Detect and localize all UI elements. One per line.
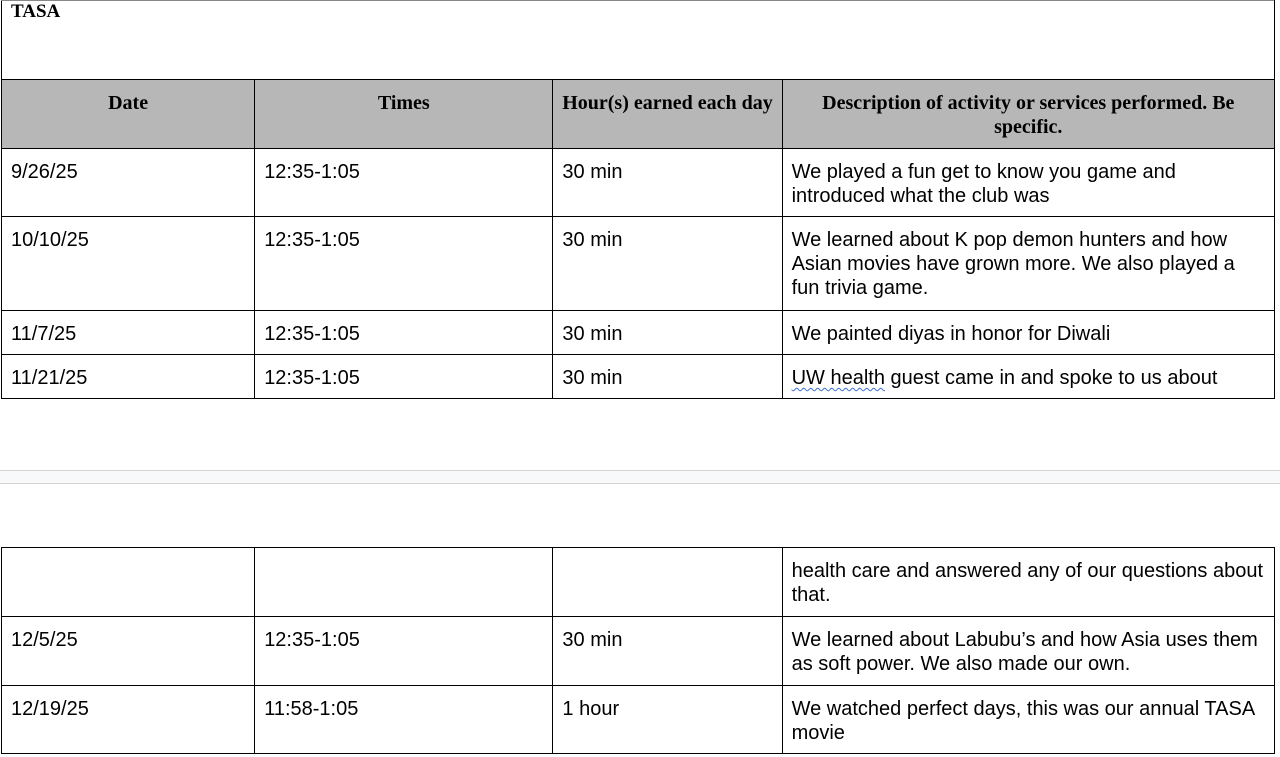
description-cell[interactable] bbox=[782, 355, 1274, 399]
date-cell[interactable]: 12/5/25 bbox=[2, 617, 255, 686]
times-cell[interactable]: 12:35-1:05 bbox=[255, 617, 553, 686]
times-cell[interactable]: 11:58-1:05 bbox=[255, 686, 553, 754]
hours-cell[interactable]: 1 hour bbox=[553, 686, 782, 754]
table-row bbox=[2, 311, 1275, 355]
hours-cell[interactable]: 30 min bbox=[553, 617, 782, 686]
description-cell[interactable]: health care and answered any of our questions about that. bbox=[782, 548, 1274, 617]
header-date: Date bbox=[2, 80, 255, 149]
hours-cell[interactable]: 30 min bbox=[553, 217, 782, 311]
date-cell[interactable]: 10/10/25 bbox=[2, 217, 255, 311]
date-cell[interactable] bbox=[2, 548, 255, 617]
table-row bbox=[2, 355, 1275, 399]
times-cell[interactable]: 12:35-1:05 bbox=[255, 149, 553, 217]
description-cell[interactable]: We learned about K pop demon hunters and how Asian movies have grown more. We also played a fun trivia game. bbox=[782, 217, 1274, 311]
times-cell[interactable]: 12:35-1:05 bbox=[255, 355, 553, 399]
hours-cell[interactable]: 30 min bbox=[553, 355, 782, 399]
table-row bbox=[2, 686, 1275, 754]
times-cell[interactable]: 12:35-1:05 bbox=[255, 217, 553, 311]
hours-log-table-page2 bbox=[1, 547, 1275, 754]
description-cell[interactable]: We played a fun get to know you game and introduced what the club was bbox=[782, 149, 1274, 217]
description-text: guest came in and spoke to us about bbox=[884, 367, 1218, 389]
description-cell[interactable]: We painted diyas in honor for Diwali bbox=[782, 311, 1274, 355]
table-row bbox=[2, 217, 1275, 311]
page-break bbox=[0, 470, 1280, 484]
header-description: Description of activity or services performed. Be specific. bbox=[782, 80, 1274, 149]
header-row bbox=[2, 80, 1275, 149]
title-row bbox=[2, 1, 1275, 80]
table-row bbox=[2, 149, 1275, 217]
table-row bbox=[2, 617, 1275, 686]
date-cell[interactable]: 11/21/25 bbox=[2, 355, 255, 399]
date-cell[interactable]: 11/7/25 bbox=[2, 311, 255, 355]
hours-cell[interactable]: 30 min bbox=[553, 311, 782, 355]
header-times: Times bbox=[255, 80, 553, 149]
hours-cell[interactable] bbox=[553, 548, 782, 617]
hours-log-table-page1 bbox=[1, 0, 1275, 399]
table-row bbox=[2, 548, 1275, 617]
header-hours: Hour(s) earned each day bbox=[553, 80, 782, 149]
spellcheck-marked-text[interactable]: UW health bbox=[791, 367, 885, 389]
date-cell[interactable]: 12/19/25 bbox=[2, 686, 255, 754]
times-cell[interactable]: 12:35-1:05 bbox=[255, 311, 553, 355]
date-cell[interactable]: 9/26/25 bbox=[2, 149, 255, 217]
times-cell[interactable] bbox=[255, 548, 553, 617]
description-cell[interactable]: We learned about Labubu’s and how Asia uses them as soft power. We also made our own. bbox=[782, 617, 1274, 686]
description-cell[interactable]: We watched perfect days, this was our annual TASA movie bbox=[782, 686, 1274, 754]
club-title: TASA bbox=[2, 1, 1275, 80]
hours-cell[interactable]: 30 min bbox=[553, 149, 782, 217]
